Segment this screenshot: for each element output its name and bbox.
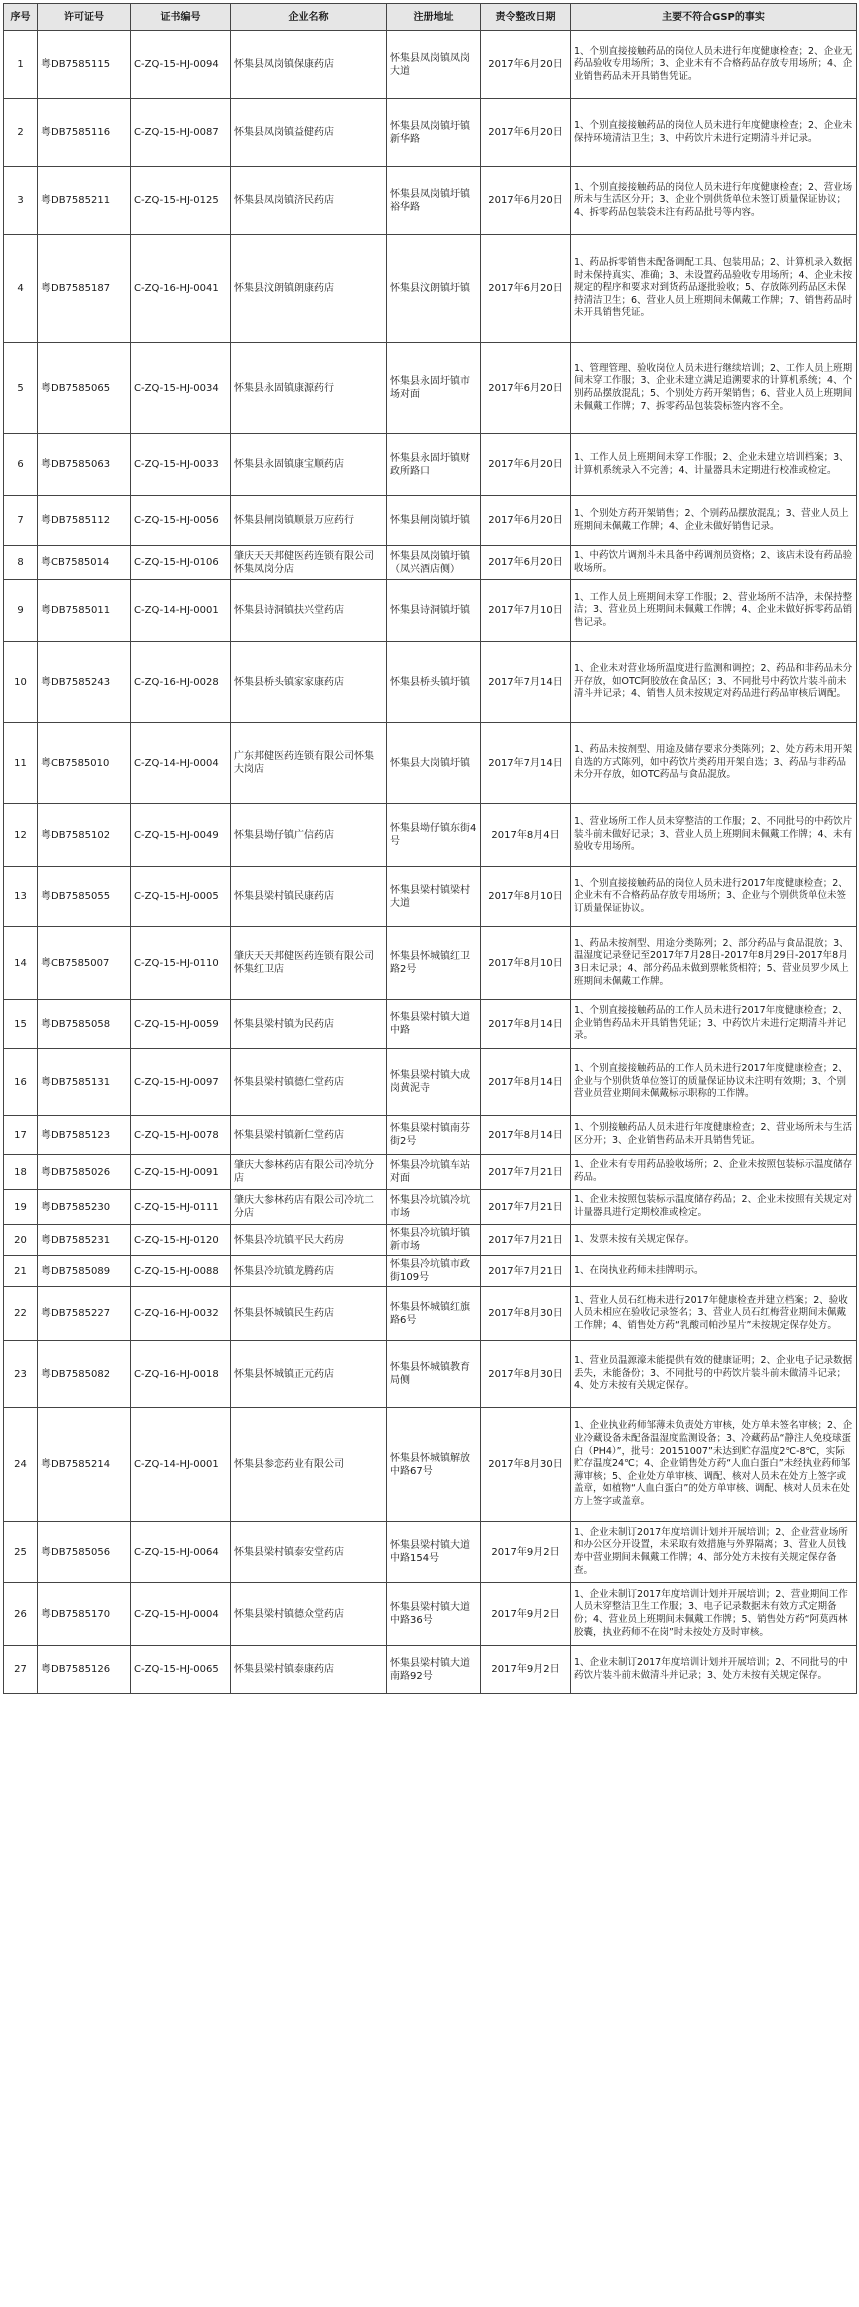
row-serial: 10	[4, 642, 38, 723]
row-serial: 22	[4, 1287, 38, 1341]
row-company: 怀集县闸岗镇顺景万应药行	[231, 496, 387, 546]
row-date: 2017年7月21日	[481, 1225, 571, 1256]
row-cert: C-ZQ-15-HJ-0097	[131, 1049, 231, 1116]
row-license: 粤DB7585214	[38, 1408, 131, 1522]
row-cert: C-ZQ-14-HJ-0001	[131, 1408, 231, 1522]
row-address: 怀集县冷坑镇圩镇新市场	[387, 1225, 481, 1256]
table-row	[4, 546, 857, 580]
row-cert: C-ZQ-15-HJ-0004	[131, 1583, 231, 1646]
row-license: 粤DB7585187	[38, 235, 131, 343]
row-date: 2017年6月20日	[481, 496, 571, 546]
row-date: 2017年8月14日	[481, 1116, 571, 1155]
row-address: 怀集县凤岗镇圩镇新华路	[387, 99, 481, 167]
header-serial: 序号	[4, 4, 38, 31]
table-row	[4, 1522, 857, 1583]
table-row	[4, 235, 857, 343]
row-company: 怀集县梁村镇新仁堂药店	[231, 1116, 387, 1155]
row-company: 怀集县凤岗镇保康药店	[231, 31, 387, 99]
row-license: 粤DB7585115	[38, 31, 131, 99]
header-address: 注册地址	[387, 4, 481, 31]
row-cert: C-ZQ-15-HJ-0049	[131, 804, 231, 867]
row-address: 怀集县桥头镇圩镇	[387, 642, 481, 723]
table-row	[4, 1155, 857, 1190]
row-address: 怀集县冷坑镇车站对面	[387, 1155, 481, 1190]
table-row	[4, 642, 857, 723]
row-serial: 12	[4, 804, 38, 867]
row-facts: 1、药品未按剂型、用途及储存要求分类陈列；2、处方药未用开架自选的方式陈列，如中药饮片类药用开架自选；3、药品与非药品未分开存放，如OTC药品与食品混放。	[571, 723, 857, 804]
row-license: 粤DB7585102	[38, 804, 131, 867]
row-company: 怀集县梁村镇民康药店	[231, 867, 387, 927]
row-cert: C-ZQ-15-HJ-0125	[131, 167, 231, 235]
row-license: 粤DB7585056	[38, 1522, 131, 1583]
row-address: 怀集县冷坑镇冷坑市场	[387, 1190, 481, 1225]
row-facts: 1、药品拆零销售未配备调配工具、包装用品；2、计算机录入数据时未保持真实、准确；3、未设置药品验收专用场所；4、企业未按规定的程序和要求对到货药品逐批验收；5、存放陈列药品区未保持清洁卫生；6、营业人员上班期间未佩戴工作牌；7、销售药品时未开具销售凭证。	[571, 235, 857, 343]
row-company: 怀集县永固镇康宝顺药店	[231, 434, 387, 496]
row-facts: 1、管理管理、验收岗位人员未进行继续培训；2、工作人员上班期间未穿工作服；3、企业未建立满足追溯要求的计算机系统；4、个别药品摆放混乱；5、个别处方药开架销售；6、营业人员上班期间未佩戴工作牌；7、拆零药品包装袋标签内容不全。	[571, 343, 857, 434]
row-license: 粤CB7585014	[38, 546, 131, 580]
row-facts: 1、个别处方药开架销售；2、个别药品摆放混乱；3、营业人员上班期间未佩戴工作牌；4、企业未做好销售记录。	[571, 496, 857, 546]
row-date: 2017年8月30日	[481, 1341, 571, 1408]
row-company: 怀集县冷坑镇龙腾药店	[231, 1256, 387, 1287]
row-address: 怀集县诗洞镇圩镇	[387, 580, 481, 642]
row-facts: 1、个别直接接触药品的岗位人员未进行年度健康检查；2、企业未保持环境清洁卫生；3、中药饮片未进行定期清斗并记录。	[571, 99, 857, 167]
row-license: 粤DB7585230	[38, 1190, 131, 1225]
row-cert: C-ZQ-15-HJ-0094	[131, 31, 231, 99]
row-facts: 1、营业场所工作人员未穿整洁的工作服；2、不同批号的中药饮片装斗前未做好记录；3、营业人员上班期间未佩戴工作牌；4、未有验收专用场所。	[571, 804, 857, 867]
row-cert: C-ZQ-15-HJ-0065	[131, 1646, 231, 1694]
table-row	[4, 434, 857, 496]
row-facts: 1、营业员温源濠未能提供有效的健康证明；2、企业电子记录数据丢失，未能备份；3、不同批号的中药饮片装斗前未做清斗记录；4、处方未按有关规定保存。	[571, 1341, 857, 1408]
row-license: 粤DB7585058	[38, 1000, 131, 1049]
row-facts: 1、个别直接接触药品的工作人员未进行2017年度健康检查；2、企业与个别供货单位签订的质量保证协议未注明有效期；3、个别营业员营业期间未佩戴标示职称的工作牌。	[571, 1049, 857, 1116]
row-serial: 7	[4, 496, 38, 546]
header-license: 许可证号	[38, 4, 131, 31]
row-serial: 13	[4, 867, 38, 927]
table-row	[4, 1190, 857, 1225]
row-facts: 1、个别接触药品人员未进行年度健康检查；2、营业场所未与生活区分开；3、企业销售药品未开具销售凭证。	[571, 1116, 857, 1155]
row-company: 怀集县永固镇康源药行	[231, 343, 387, 434]
row-company: 怀集县坳仔镇广信药店	[231, 804, 387, 867]
row-license: 粤DB7585116	[38, 99, 131, 167]
row-address: 怀集县永固圩镇财政所路口	[387, 434, 481, 496]
row-serial: 19	[4, 1190, 38, 1225]
row-cert: C-ZQ-15-HJ-0120	[131, 1225, 231, 1256]
row-serial: 1	[4, 31, 38, 99]
row-cert: C-ZQ-15-HJ-0088	[131, 1256, 231, 1287]
row-serial: 24	[4, 1408, 38, 1522]
row-date: 2017年6月20日	[481, 167, 571, 235]
header-company: 企业名称	[231, 4, 387, 31]
row-cert: C-ZQ-15-HJ-0110	[131, 927, 231, 1000]
row-company: 怀集县参恋药业有限公司	[231, 1408, 387, 1522]
row-license: 粤CB7585010	[38, 723, 131, 804]
table-row	[4, 1287, 857, 1341]
row-facts: 1、企业未制订2017年度培训计划并开展培训；2、企业营业场所和办公区分开设置，未采取有效措施与外界隔离；3、营业人员钱寿中营业期间未佩戴工作牌；4、部分处方未按有关规定保存备查。	[571, 1522, 857, 1583]
row-facts: 1、个别直接接触药品的岗位人员未进行年度健康检查；2、营业场所未与生活区分开；3、企业个别供货单位未签订质量保证协议；4、拆零药品包装袋未注有药品批号等内容。	[571, 167, 857, 235]
row-date: 2017年9月2日	[481, 1522, 571, 1583]
table-row	[4, 867, 857, 927]
row-serial: 17	[4, 1116, 38, 1155]
row-date: 2017年6月20日	[481, 235, 571, 343]
row-facts: 1、企业未对营业场所温度进行监测和调控；2、药品和非药品未分开存放，如OTC阿胶放在食品区；3、不同批号中药饮片装斗前未清斗并记录；4、销售人员未按规定对药品进行药品审核后调配。	[571, 642, 857, 723]
row-cert: C-ZQ-15-HJ-0078	[131, 1116, 231, 1155]
row-serial: 27	[4, 1646, 38, 1694]
row-address: 怀集县怀城镇教育局侧	[387, 1341, 481, 1408]
row-serial: 16	[4, 1049, 38, 1116]
row-date: 2017年8月14日	[481, 1049, 571, 1116]
table-row	[4, 580, 857, 642]
row-company: 怀集县怀城镇正元药店	[231, 1341, 387, 1408]
table-row	[4, 1225, 857, 1256]
row-cert: C-ZQ-16-HJ-0032	[131, 1287, 231, 1341]
row-company: 怀集县梁村镇德仁堂药店	[231, 1049, 387, 1116]
row-company: 怀集县凤岗镇益健药店	[231, 99, 387, 167]
row-company: 怀集县梁村镇为民药店	[231, 1000, 387, 1049]
row-serial: 14	[4, 927, 38, 1000]
row-cert: C-ZQ-15-HJ-0059	[131, 1000, 231, 1049]
row-company: 怀集县梁村镇泰安堂药店	[231, 1522, 387, 1583]
row-company: 肇庆天天邦健医药连锁有限公司怀集红卫店	[231, 927, 387, 1000]
row-serial: 15	[4, 1000, 38, 1049]
row-date: 2017年9月2日	[481, 1646, 571, 1694]
row-date: 2017年6月20日	[481, 31, 571, 99]
row-cert: C-ZQ-15-HJ-0005	[131, 867, 231, 927]
row-serial: 6	[4, 434, 38, 496]
row-facts: 1、中药饮片调剂斗未具备中药调剂员资格；2、该店未设有药品验收场所。	[571, 546, 857, 580]
row-cert: C-ZQ-16-HJ-0018	[131, 1341, 231, 1408]
row-serial: 5	[4, 343, 38, 434]
table-row	[4, 31, 857, 99]
row-date: 2017年7月21日	[481, 1190, 571, 1225]
row-cert: C-ZQ-15-HJ-0087	[131, 99, 231, 167]
row-serial: 9	[4, 580, 38, 642]
row-company: 怀集县诗洞镇扶兴堂药店	[231, 580, 387, 642]
row-cert: C-ZQ-14-HJ-0004	[131, 723, 231, 804]
row-company: 怀集县怀城镇民生药店	[231, 1287, 387, 1341]
row-date: 2017年8月4日	[481, 804, 571, 867]
header-cert: 证书编号	[131, 4, 231, 31]
row-date: 2017年9月2日	[481, 1583, 571, 1646]
row-address: 怀集县凤岗镇圩镇裕华路	[387, 167, 481, 235]
row-date: 2017年7月21日	[481, 1155, 571, 1190]
row-address: 怀集县梁村镇梁村大道	[387, 867, 481, 927]
table-header-row	[4, 4, 857, 31]
row-address: 怀集县坳仔镇东街4号	[387, 804, 481, 867]
row-date: 2017年7月14日	[481, 723, 571, 804]
row-facts: 1、企业未有专用药品验收场所；2、企业未按照包装标示温度储存药品。	[571, 1155, 857, 1190]
row-address: 怀集县怀城镇解放中路67号	[387, 1408, 481, 1522]
row-cert: C-ZQ-15-HJ-0033	[131, 434, 231, 496]
row-company: 怀集县冷坑镇平民大药房	[231, 1225, 387, 1256]
row-address: 怀集县梁村镇大道南路92号	[387, 1646, 481, 1694]
row-license: 粤DB7585170	[38, 1583, 131, 1646]
table-row	[4, 723, 857, 804]
row-cert: C-ZQ-15-HJ-0091	[131, 1155, 231, 1190]
row-serial: 4	[4, 235, 38, 343]
table-row	[4, 167, 857, 235]
row-company: 怀集县桥头镇家家康药店	[231, 642, 387, 723]
row-license: 粤DB7585131	[38, 1049, 131, 1116]
table-row	[4, 99, 857, 167]
row-date: 2017年6月20日	[481, 343, 571, 434]
row-serial: 26	[4, 1583, 38, 1646]
row-date: 2017年8月30日	[481, 1408, 571, 1522]
row-date: 2017年6月20日	[481, 434, 571, 496]
row-address: 怀集县梁村镇南芬街2号	[387, 1116, 481, 1155]
row-company: 肇庆大参林药店有限公司冷坑二分店	[231, 1190, 387, 1225]
row-date: 2017年8月14日	[481, 1000, 571, 1049]
table-row	[4, 804, 857, 867]
table-row	[4, 1000, 857, 1049]
row-license: 粤DB7585112	[38, 496, 131, 546]
row-license: 粤DB7585089	[38, 1256, 131, 1287]
row-license: 粤DB7585011	[38, 580, 131, 642]
row-serial: 25	[4, 1522, 38, 1583]
row-serial: 20	[4, 1225, 38, 1256]
row-address: 怀集县怀城镇红旗路6号	[387, 1287, 481, 1341]
row-facts: 1、企业未按照包装标示温度储存药品；2、企业未按照有关规定对计量器具进行定期校准或检定。	[571, 1190, 857, 1225]
row-address: 怀集县永固圩镇市场对面	[387, 343, 481, 434]
row-serial: 18	[4, 1155, 38, 1190]
row-cert: C-ZQ-15-HJ-0056	[131, 496, 231, 546]
row-facts: 1、在岗执业药师未挂牌明示。	[571, 1256, 857, 1287]
row-serial: 2	[4, 99, 38, 167]
row-cert: C-ZQ-15-HJ-0111	[131, 1190, 231, 1225]
row-facts: 1、工作人员上班期间未穿工作服；2、营业场所不洁净，未保持整洁；3、营业员上班期间未佩戴工作牌；4、企业未做好拆零药品销售记录。	[571, 580, 857, 642]
row-facts: 1、企业未制订2017年度培训计划并开展培训；2、营业期间工作人员未穿整洁卫生工作服；3、电子记录数据未有效方式定期备份；4、营业员上班期间未佩戴工作牌；5、销售处方药“阿莫西林胶囊，执业药师不在岗”时未按处方及时审核。	[571, 1583, 857, 1646]
row-license: 粤DB7585055	[38, 867, 131, 927]
row-license: 粤DB7585211	[38, 167, 131, 235]
row-license: 粤DB7585123	[38, 1116, 131, 1155]
table-row	[4, 1116, 857, 1155]
row-company: 怀集县汶朗镇朗康药店	[231, 235, 387, 343]
table-row	[4, 1049, 857, 1116]
row-address: 怀集县梁村镇大道中路154号	[387, 1522, 481, 1583]
table-row	[4, 343, 857, 434]
row-license: 粤DB7585243	[38, 642, 131, 723]
row-address: 怀集县大岗镇圩镇	[387, 723, 481, 804]
row-company: 怀集县梁村镇德众堂药店	[231, 1583, 387, 1646]
row-serial: 21	[4, 1256, 38, 1287]
row-facts: 1、企业未制订2017年度培训计划并开展培训；2、不同批号的中药饮片装斗前未做清斗并记录；3、处方未按有关规定保存。	[571, 1646, 857, 1694]
row-date: 2017年7月21日	[481, 1256, 571, 1287]
row-license: 粤DB7585231	[38, 1225, 131, 1256]
row-address: 怀集县梁村镇大道中路	[387, 1000, 481, 1049]
row-date: 2017年7月14日	[481, 642, 571, 723]
row-license: 粤DB7585065	[38, 343, 131, 434]
row-facts: 1、企业执业药师邹薄未负责处方审核，处方单未签名审核；2、企业冷藏设备未配备温湿度监测设备；3、冷藏药品“静注人免疫球蛋白（PH4）”，批号：20151007”未达到贮存温度2℃-8℃，实际贮存温度24℃；4、企业销售处方药“人血白蛋白”未经执业药师邹薄审核；5、企业处方单审核、调配、核对人员未在处方上签字或盖章，如植物“人血白蛋白”的处方单审核、调配、核对人员未在处方上签字或盖章。	[571, 1408, 857, 1522]
row-cert: C-ZQ-15-HJ-0106	[131, 546, 231, 580]
row-date: 2017年6月20日	[481, 546, 571, 580]
row-serial: 3	[4, 167, 38, 235]
row-cert: C-ZQ-14-HJ-0001	[131, 580, 231, 642]
row-facts: 1、药品未按剂型、用途分类陈列；2、部分药品与食品混放；3、温湿度记录登记至2017年7月28日-2017年8月29日-2017年8月3日未记录；4、部分药品未做到票帐货相符；5、营业员罗少凤上班期间未佩戴工作牌。	[571, 927, 857, 1000]
row-cert: C-ZQ-16-HJ-0028	[131, 642, 231, 723]
row-address: 怀集县凤岗镇圩镇（凤兴酒店侧）	[387, 546, 481, 580]
row-facts: 1、个别直接接触药品的工作人员未进行2017年度健康检查；2、企业销售药品未开具销售凭证；3、中药饮片未进行定期清斗并记录。	[571, 1000, 857, 1049]
row-address: 怀集县汶朗镇圩镇	[387, 235, 481, 343]
row-address: 怀集县凤岗镇凤岗大道	[387, 31, 481, 99]
row-facts: 1、工作人员上班期间未穿工作服；2、企业未建立培训档案；3、计算机系统录入不完善；4、计量器具未定期进行校准或检定。	[571, 434, 857, 496]
table-row	[4, 1408, 857, 1522]
table-row	[4, 927, 857, 1000]
table-row	[4, 1646, 857, 1694]
row-cert: C-ZQ-16-HJ-0041	[131, 235, 231, 343]
row-cert: C-ZQ-15-HJ-0034	[131, 343, 231, 434]
row-license: 粤DB7585227	[38, 1287, 131, 1341]
row-address: 怀集县梁村镇大成岗黄泥寺	[387, 1049, 481, 1116]
row-address: 怀集县闸岗镇圩镇	[387, 496, 481, 546]
row-address: 怀集县冷坑镇市政街109号	[387, 1256, 481, 1287]
row-date: 2017年6月20日	[481, 99, 571, 167]
row-facts: 1、个别直接接触药品的岗位人员未进行2017年度健康检查；2、企业未有不合格药品存放专用场所；3、企业与个别供货单位未签订质量保证协议。	[571, 867, 857, 927]
row-company: 肇庆天天邦健医药连锁有限公司怀集凤岗分店	[231, 546, 387, 580]
row-company: 怀集县凤岗镇济民药店	[231, 167, 387, 235]
row-company: 广东邦健医药连锁有限公司怀集大岗店	[231, 723, 387, 804]
row-facts: 1、发票未按有关规定保存。	[571, 1225, 857, 1256]
row-company: 肇庆大参林药店有限公司冷坑分店	[231, 1155, 387, 1190]
row-serial: 11	[4, 723, 38, 804]
row-date: 2017年8月10日	[481, 867, 571, 927]
row-address: 怀集县怀城镇红卫路2号	[387, 927, 481, 1000]
row-license: 粤DB7585063	[38, 434, 131, 496]
row-cert: C-ZQ-15-HJ-0064	[131, 1522, 231, 1583]
row-license: 粤DB7585026	[38, 1155, 131, 1190]
row-date: 2017年8月30日	[481, 1287, 571, 1341]
table-row	[4, 1256, 857, 1287]
row-license: 粤CB7585007	[38, 927, 131, 1000]
row-facts: 1、个别直接接触药品的岗位人员未进行年度健康检查；2、企业无药品验收专用场所；3、企业未有不合格药品存放专用场所；4、企业销售药品未开具销售凭证。	[571, 31, 857, 99]
row-license: 粤DB7585126	[38, 1646, 131, 1694]
row-company: 怀集县梁村镇泰康药店	[231, 1646, 387, 1694]
header-date: 责令整改日期	[481, 4, 571, 31]
row-date: 2017年8月10日	[481, 927, 571, 1000]
row-serial: 23	[4, 1341, 38, 1408]
row-serial: 8	[4, 546, 38, 580]
gsp-noncompliance-table	[3, 3, 857, 1694]
row-date: 2017年7月10日	[481, 580, 571, 642]
header-facts: 主要不符合GSP的事实	[571, 4, 857, 31]
table-row	[4, 1583, 857, 1646]
table-row	[4, 496, 857, 546]
row-address: 怀集县梁村镇大道中路36号	[387, 1583, 481, 1646]
row-facts: 1、营业人员石红梅未进行2017年健康检查并建立档案；2、验收人员未相应在验收记录签名；3、营业人员石红梅营业期间未佩戴工作牌；4、销售处方药“乳酸司帕沙星片”未按规定保存处方。	[571, 1287, 857, 1341]
table-row	[4, 1341, 857, 1408]
row-license: 粤DB7585082	[38, 1341, 131, 1408]
